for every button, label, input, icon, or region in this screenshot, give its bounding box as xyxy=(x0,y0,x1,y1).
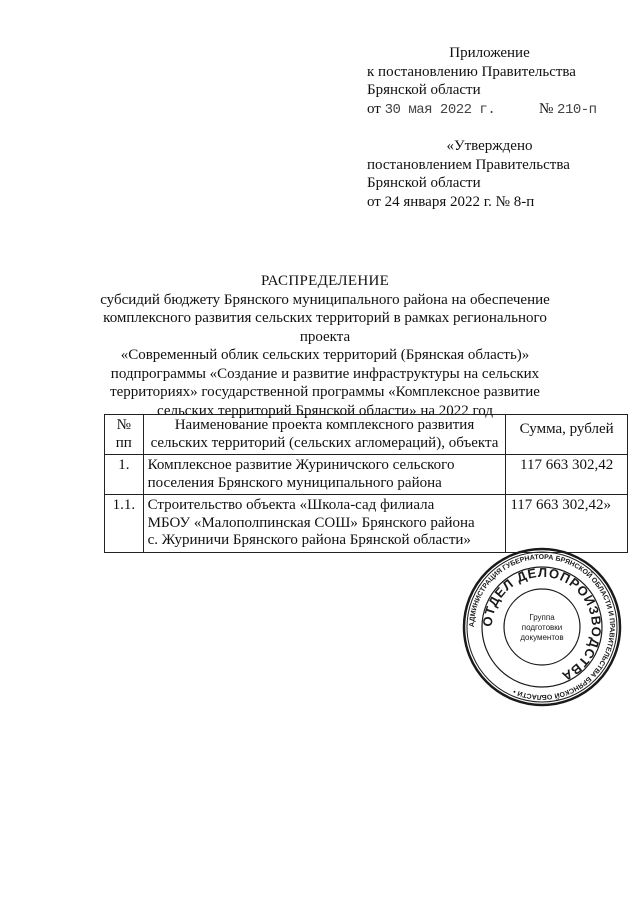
row-name-line: Комплексное развитие Журиничского сельского xyxy=(147,457,455,473)
row-num: 1. xyxy=(105,455,144,495)
row-name-line: с. Журиничи Брянского района Брянской области» xyxy=(147,532,471,548)
distribution-line: комплексного развития сельских территорий в рамках регионального проекта xyxy=(103,310,547,345)
number-value: 210-п xyxy=(557,101,597,118)
row-name xyxy=(143,455,506,495)
number-label: № xyxy=(538,100,554,117)
seal-center-line: документов xyxy=(520,633,564,642)
seal-center-line: Группа xyxy=(529,613,555,622)
row-num: 1.1. xyxy=(105,495,144,553)
appendix-line-2: Брянской области xyxy=(367,82,481,98)
header-name-line: Наименование проекта комплексного развития xyxy=(174,417,475,433)
approved-title: «Утверждено xyxy=(446,138,533,154)
office-seal xyxy=(462,547,622,707)
row-name xyxy=(143,495,506,553)
table-header-row xyxy=(105,415,628,455)
distribution-heading: РАСПРЕДЕЛЕНИЕ xyxy=(260,273,390,289)
header-sum: Сумма, рублей xyxy=(506,415,628,455)
seal-outer-text: АДМИНИСТРАЦИЯ ГУБЕРНАТОРА БРЯНСКОЙ ОБЛАСТИ И ПРАВИТЕЛЬСТВА БРЯНСКОЙ ОБЛАСТИ • xyxy=(468,553,616,701)
approved-line-3: от 24 января 2022 г. № 8-п xyxy=(367,193,535,210)
header-num-line: пп xyxy=(115,434,132,451)
header-name xyxy=(143,415,506,455)
row-sum: 117 663 302,42 xyxy=(506,455,628,495)
distribution-line: сельских территорий Брянской области» на 2022 год xyxy=(156,402,493,419)
table-row xyxy=(105,495,628,553)
appendix-line-1: к постановлению Правительства xyxy=(367,63,576,80)
row-name-line: поселения Брянского муниципального района xyxy=(147,474,442,491)
seal-ring-text: ОТДЕЛ ДЕЛОПРОИЗВОДСТВА xyxy=(479,564,605,685)
table-row xyxy=(105,455,628,495)
distribution-title xyxy=(90,272,560,420)
approved-line-1: постановлением Правительства xyxy=(367,156,570,173)
header-num-line: № xyxy=(116,417,131,433)
header-name-line: сельских территорий (сельских агломераций), объекта xyxy=(150,434,499,451)
row-sum: 117 663 302,42» xyxy=(506,495,628,553)
appendix-block xyxy=(367,44,632,119)
approved-line-2: Брянской области xyxy=(367,175,481,191)
seal-center-line: подготовки xyxy=(521,623,563,632)
appendix-title: Приложение xyxy=(449,45,530,61)
distribution-table xyxy=(104,414,628,553)
date-value: 30 мая 2022 г. xyxy=(384,101,496,118)
header-num xyxy=(105,415,144,455)
row-name-line: Строительство объекта «Школа-сад филиала xyxy=(147,497,435,513)
appendix-date-line xyxy=(367,100,632,120)
approved-block xyxy=(367,137,632,211)
distribution-line: подпрограммы «Создание и развитие инфраструктуры на сельских xyxy=(110,365,540,382)
distribution-line: субсидий бюджету Брянского муниципального района на обеспечение xyxy=(100,291,550,308)
date-prefix: от xyxy=(367,100,381,117)
distribution-line: «Современный облик сельских территорий (Брянская область)» xyxy=(120,347,530,363)
row-name-line: МБОУ «Малополпинская СОШ» Брянского района xyxy=(147,514,475,531)
distribution-line: территориях» государственной программы «Комплексное развитие xyxy=(110,384,540,400)
